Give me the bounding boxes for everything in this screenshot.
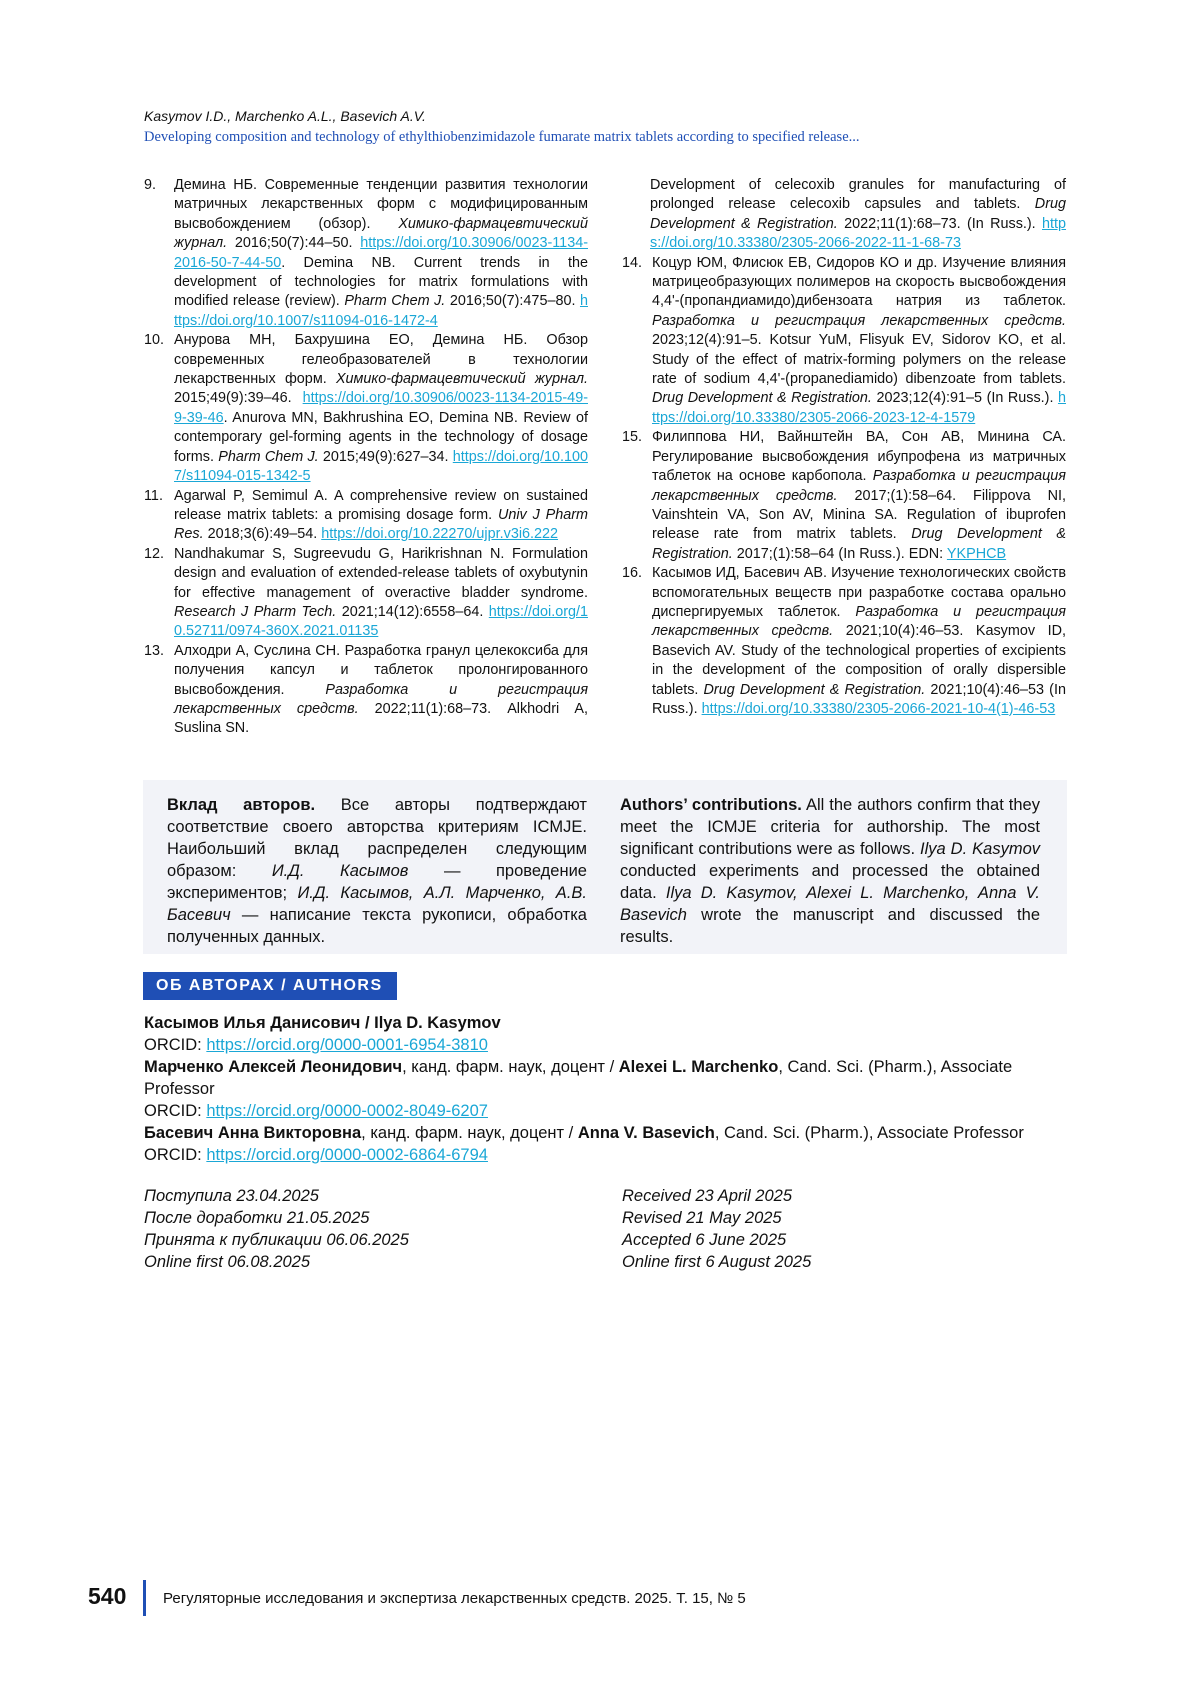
- date-online: Online first 06.08.2025: [144, 1251, 409, 1273]
- reference-journal: Химико-фармацевтический журнал.: [174, 216, 588, 251]
- reference-journal: Univ J Pharm Res.: [174, 507, 588, 542]
- date-received: Received 23 April 2025: [622, 1185, 811, 1207]
- reference-text: 2022;11(1):68–73. (In Russ.).: [838, 216, 1042, 232]
- reference-link[interactable]: https://doi.org/10.33380/2305-2066-2021-10-4(1)-46-53: [702, 701, 1056, 717]
- reference-text: 2016;50(7):475–80.: [445, 293, 580, 309]
- reference-journal: Разработка и регистрация лекарственных средств.: [174, 682, 588, 717]
- author-1: [144, 1012, 1064, 1034]
- reference-number: 12.: [144, 545, 164, 564]
- contributions-en-label: Authors’ contributions.: [620, 796, 802, 814]
- author-3: [144, 1122, 1064, 1144]
- reference-text: 2016;50(7):44–50.: [227, 235, 360, 251]
- reference-journal: Drug Development & Registration.: [652, 390, 872, 406]
- contributions-ru-name: И.Д. Касымов: [272, 862, 409, 880]
- reference-text: 2021;10(4):46–53 (In Russ.).: [652, 682, 1066, 717]
- reference-journal: Pharm Chem J.: [218, 449, 318, 465]
- dates-ru: [144, 1185, 409, 1273]
- contributions-en: [620, 794, 1040, 948]
- author-name-en: Alexei L. Marchenko: [619, 1058, 779, 1076]
- date-online: Online first 6 August 2025: [622, 1251, 811, 1273]
- author-degree-en: , Cand. Sci. (Pharm.), Associate Professor: [715, 1124, 1024, 1142]
- author-name-ru: Басевич Анна Викторовна: [144, 1124, 361, 1142]
- contributions-ru-text: — проведение экспериментов;: [167, 862, 587, 902]
- authors-section-badge: ОБ АВТОРАХ / AUTHORS: [143, 972, 397, 1000]
- reference-number: 16.: [622, 564, 642, 583]
- contributions-en-name: Ilya D. Kasymov, Alexei L. Marchenko, Anna V. Basevich: [620, 884, 1040, 924]
- contributions-ru-text: Все авторы подтверждают соответствие своего авторства критериям ICMJE. Наибольший вклад распределен следующим образом:: [167, 796, 587, 880]
- contributions-ru-label: Вклад авторов.: [167, 796, 315, 814]
- reference-link[interactable]: https://doi.org/10.1007/s11094-015-1342-5: [174, 449, 588, 484]
- reference-text: Agarwal P, Semimul A. A comprehensive review on sustained release matrix tablets: a promising dosage form.: [174, 488, 588, 523]
- author-name: Касымов Илья Данисович / Ilya D. Kasymov: [144, 1014, 501, 1032]
- author-name-ru: Марченко Алексей Леонидович: [144, 1058, 402, 1076]
- reference-number: 13.: [144, 642, 164, 661]
- reference-link[interactable]: YKPHCB: [947, 546, 1006, 562]
- date-revised: После доработки 21.05.2025: [144, 1207, 409, 1229]
- date-received: Поступила 23.04.2025: [144, 1185, 409, 1207]
- reference-journal: Разработка и регистрация лекарственных средств.: [652, 313, 1066, 329]
- contributions-ru: [167, 794, 587, 948]
- references-right-column: [622, 176, 1066, 719]
- authors-list: [144, 1012, 1064, 1166]
- reference-link[interactable]: https://doi.org/10.1007/s11094-016-1472-4: [174, 293, 588, 328]
- reference-text: Коцур ЮМ, Флисюк ЕВ, Сидоров КО и др. Изучение влияния матрицеобразующих полимеров на скорость высвобождения 4,4'-(пропандиамидо)дибензоата натрия из таблеток.: [652, 255, 1066, 310]
- author-2-orcid: [144, 1100, 1064, 1122]
- reference-item: [144, 545, 588, 642]
- date-accepted: Accepted 6 June 2025: [622, 1229, 811, 1251]
- reference-journal: Разработка и регистрация лекарственных средств.: [652, 468, 1066, 503]
- reference-text: 2023;12(4):91–5 (In Russ.).: [872, 390, 1058, 406]
- reference-journal: Разработка и регистрация лекарственных средств.: [652, 604, 1066, 639]
- contributions-en-text: conducted experiments and processed the obtained data.: [620, 862, 1040, 902]
- reference-text: 2018;3(6):49–54.: [204, 526, 322, 542]
- reference-text: 2021;14(12):6558–64.: [336, 604, 489, 620]
- reference-item: [622, 564, 1066, 719]
- running-header-authors: Kasymov I.D., Marchenko A.L., Basevich A.V.: [144, 108, 426, 124]
- author-degree-ru: , канд. фарм. наук, доцент /: [402, 1058, 619, 1076]
- reference-text: Анурова МН, Бахрушина ЕО, Демина НБ. Обзор современных гелеобразователей в технологии лекарственных форм.: [174, 332, 588, 387]
- reference-item: [144, 176, 588, 331]
- reference-number: 14.: [622, 254, 642, 273]
- reference-number: 15.: [622, 428, 642, 447]
- contributions-en-text: wrote the manuscript and discussed the results.: [620, 906, 1040, 946]
- running-header-title: Developing composition and technology of ethylthiobenzimidazole fumarate matrix tablets according to specified release...: [144, 129, 860, 146]
- orcid-label: ORCID:: [144, 1146, 206, 1164]
- reference-text: Development of celecoxib granules for manufacturing of prolonged release celecoxib capsules and tablets.: [650, 177, 1066, 212]
- reference-text: 2023;12(4):91–5. Kotsur YuM, Flisyuk EV, Sidorov KO, et al. Study of the effect of matrix-forming polymers on the release rate of sodium 4,4'-(propanediamido) dibenzoate from tablets.: [652, 332, 1066, 387]
- reference-text: Филиппова НИ, Вайнштейн ВА, Сон АВ, Минина СА. Регулирование высвобождения ибупрофена из матричных таблеток на основе карбопола.: [652, 429, 1066, 484]
- contributions-en-text: All the authors confirm that they meet the ICMJE criteria for authorship. The most significant contributions were as follows.: [620, 796, 1040, 858]
- reference-text: . Anurova MN, Bakhrushina EO, Demina NB. Review of contemporary gel-forming agents in the technology of dosage forms.: [174, 410, 588, 465]
- reference-text: Демина НБ. Современные тенденции развития технологии матричных лекарственных форм с модифицированным высвобождением (обзор).: [174, 177, 588, 232]
- date-accepted: Принята к публикации 06.06.2025: [144, 1229, 409, 1251]
- reference-link[interactable]: https://doi.org/10.30906/0023-1134-2016-50-7-44-50: [174, 235, 588, 270]
- reference-text: 2015;49(9):627–34.: [319, 449, 453, 465]
- reference-journal: Drug Development & Registration.: [650, 196, 1066, 231]
- reference-link[interactable]: https://doi.org/10.33380/2305-2066-2022-11-1-68-73: [650, 216, 1066, 251]
- reference-text: . Demina NB. Current trends in the development of technologies for matrix formulations with modified release (review).: [174, 255, 588, 310]
- orcid-link[interactable]: https://orcid.org/0000-0001-6954-3810: [206, 1036, 488, 1054]
- reference-journal: Drug Development & Registration.: [652, 526, 1066, 561]
- reference-journal: Pharm Chem J.: [344, 293, 445, 309]
- reference-item: [144, 642, 588, 739]
- author-name-en: Anna V. Basevich: [578, 1124, 715, 1142]
- reference-number: 10.: [144, 331, 164, 350]
- orcid-link[interactable]: https://orcid.org/0000-0002-8049-6207: [206, 1102, 488, 1120]
- contributions-box: [143, 780, 1067, 954]
- author-degree-en: , Cand. Sci. (Pharm.), Associate Professor: [144, 1058, 1012, 1098]
- reference-text: 2017;(1):58–64 (In Russ.). EDN:: [733, 546, 947, 562]
- reference-journal: Research J Pharm Tech.: [174, 604, 336, 620]
- orcid-link[interactable]: https://orcid.org/0000-0002-6864-6794: [206, 1146, 488, 1164]
- reference-link[interactable]: https://doi.org/10.22270/ujpr.v3i6.222: [321, 526, 558, 542]
- journal-title: Регуляторные исследования и экспертиза лекарственных средств. 2025. Т. 15, № 5: [163, 1590, 746, 1607]
- reference-journal: Drug Development & Registration.: [704, 682, 926, 698]
- reference-item: [622, 254, 1066, 429]
- reference-text: 2017;(1):58–64. Filippova NI, Vainshtein VA, Son AV, Minina SA. Regulation of ibuprofen release rate from matrix tablets.: [652, 488, 1066, 543]
- references-left-column: [144, 176, 588, 739]
- contributions-ru-text: — написание текста рукописи, обработка полученных данных.: [167, 906, 587, 946]
- reference-link[interactable]: https://doi.org/10.52711/0974-360X.2021.01135: [174, 604, 588, 639]
- author-3-orcid: [144, 1144, 1064, 1166]
- page-number: 540: [88, 1583, 126, 1610]
- reference-text: Алходри А, Суслина СН. Разработка гранул целекоксиба для получения капсул и таблеток пролонгированного высвобождения.: [174, 643, 588, 698]
- reference-link[interactable]: https://doi.org/10.30906/0023-1134-2015-49-9-39-46: [174, 390, 588, 425]
- footer-divider: [143, 1580, 146, 1616]
- reference-item: [622, 176, 1066, 254]
- orcid-label: ORCID:: [144, 1102, 206, 1120]
- reference-text: 2015;49(9):39–46.: [174, 390, 303, 406]
- author-1-orcid: [144, 1034, 1064, 1056]
- date-revised: Revised 21 May 2025: [622, 1207, 811, 1229]
- contributions-en-name: Ilya D. Kasymov: [920, 840, 1040, 858]
- reference-text: 2022;11(1):68–73. Alkhodri A, Suslina SN.: [174, 701, 588, 736]
- reference-item: [144, 331, 588, 486]
- orcid-label: ORCID:: [144, 1036, 206, 1054]
- author-2: [144, 1056, 1064, 1100]
- reference-link[interactable]: https://doi.org/10.33380/2305-2066-2023-12-4-1579: [652, 390, 1066, 425]
- reference-number: 11.: [144, 487, 163, 506]
- reference-text: Nandhakumar S, Sugreevudu G, Harikrishnan N. Formulation design and evaluation of extended-release tablets of oxybutynin for effective management of overactive bladder syndrome.: [174, 546, 588, 601]
- reference-number: 9.: [144, 176, 156, 195]
- author-degree-ru: , канд. фарм. наук, доцент /: [361, 1124, 578, 1142]
- reference-journal: Химико-фармацевтический журнал.: [336, 371, 588, 387]
- reference-text: 2021;10(4):46–53. Kasymov ID, Basevich AV. Study of the technological properties of excipients in the development of the composition of orally dispersible tablets.: [652, 623, 1066, 697]
- contributions-ru-name: И.Д. Касымов, А.Л. Марченко, А.В. Басевич: [167, 884, 587, 924]
- dates-en: [622, 1185, 811, 1273]
- reference-item: [622, 428, 1066, 564]
- reference-item: [144, 487, 588, 545]
- reference-text: Касымов ИД, Басевич АВ. Изучение технологических свойств вспомогательных веществ при разработке состава орально диспергируемых таблеток.: [652, 565, 1066, 620]
